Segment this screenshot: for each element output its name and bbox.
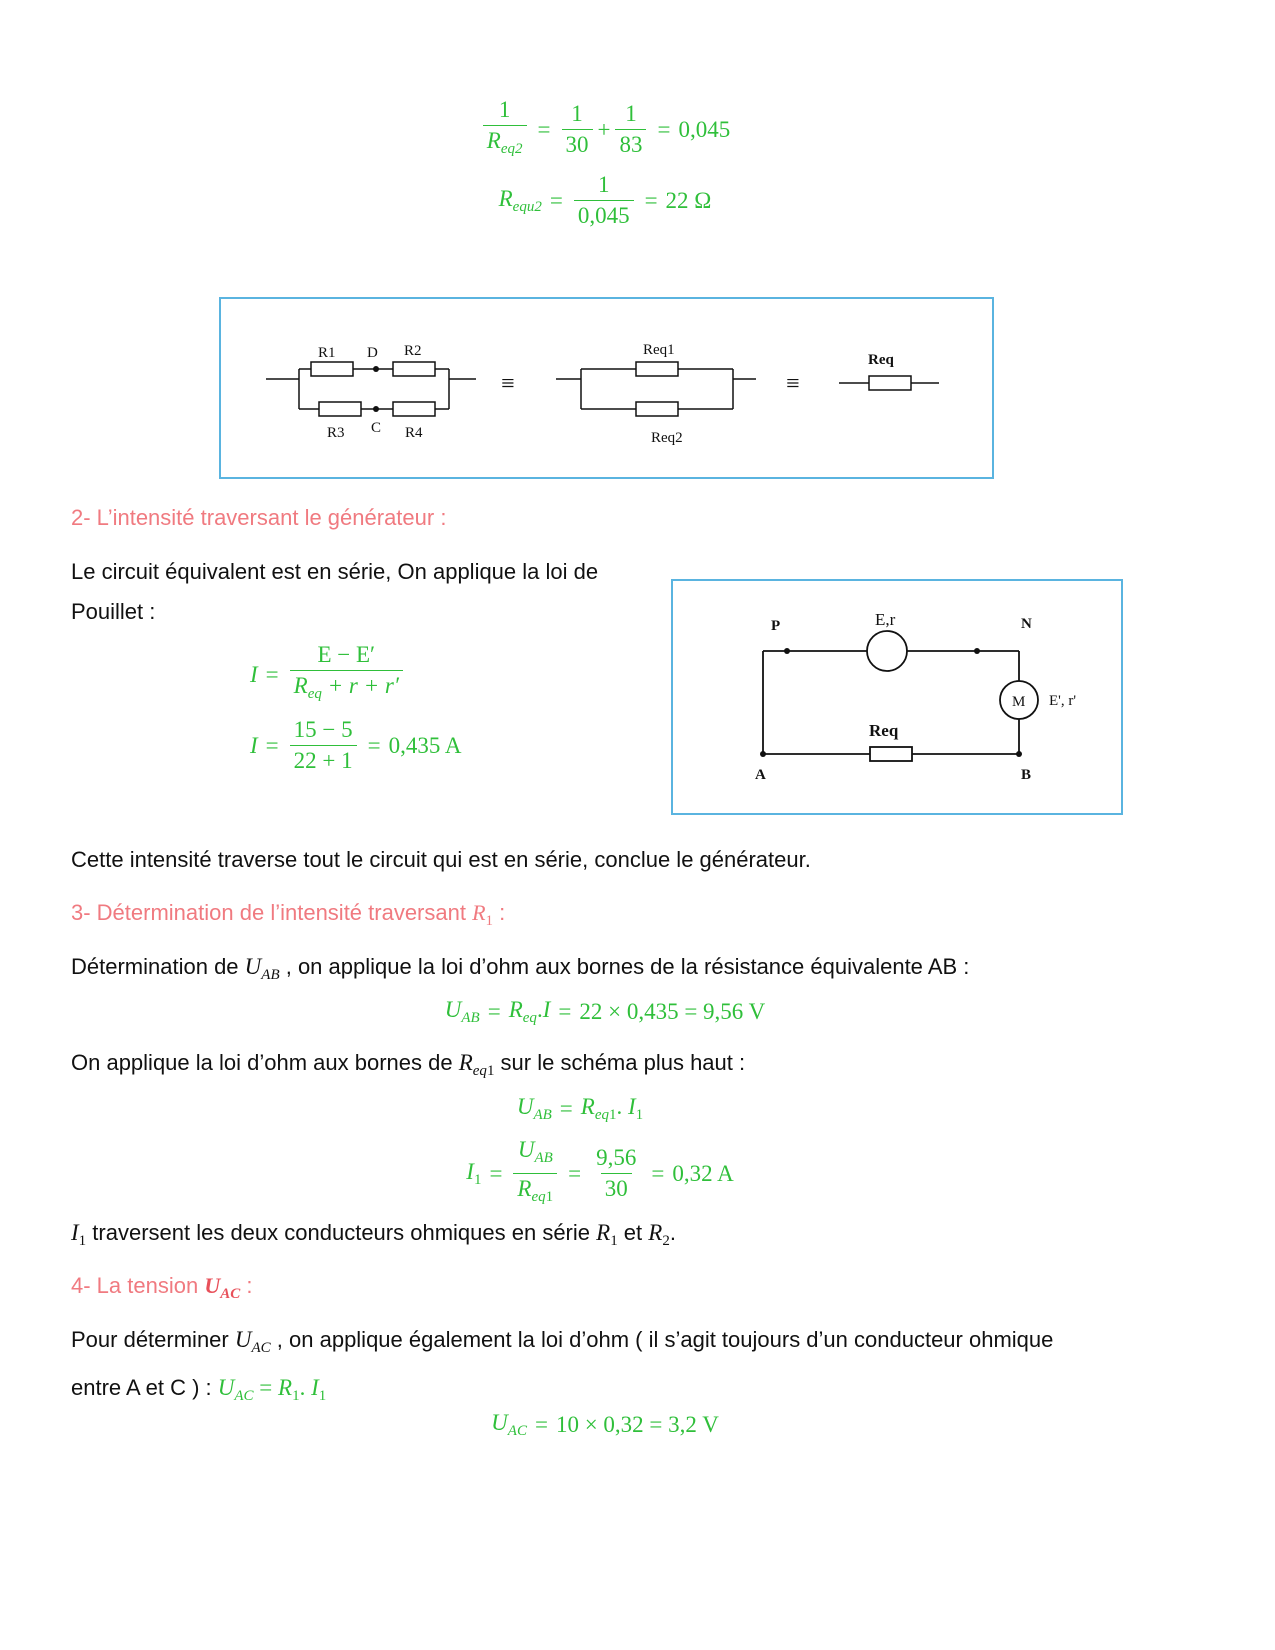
diagram-circuit [671, 579, 1123, 815]
uab-req1-formula: $U_{AB}$ = $R_{eq1}$. $I_1$ [516, 1094, 644, 1123]
resistor-req-circuit [870, 747, 912, 761]
section-2-conclusion: Cette intensité traverse tout le circuit qui est en série, conclue le générateur. [71, 847, 811, 872]
section-3-paragraph-2: On applique la loi d’ohm aux bornes de $R_{eq1}$ sur le schéma plus haut : [71, 1050, 746, 1079]
section-3-paragraph-1: Détermination de $U_{AB}$ , on applique la loi d’ohm aux bornes de la résistance équivalente AB : [71, 954, 970, 983]
label-req1: Req1 [643, 342, 675, 358]
node-c [373, 406, 379, 412]
resistor-req1 [636, 362, 678, 376]
label-n: N [1021, 616, 1032, 632]
section-3-heading: 3- Détermination de l’intensité traversant $R_1$ : [71, 900, 506, 929]
circuit-svg [673, 581, 1121, 813]
label-motor: M [1012, 694, 1026, 710]
label-d: D [367, 345, 378, 361]
resistor-req2 [636, 402, 678, 416]
label-r1: R1 [318, 345, 336, 361]
eq2-result: 22 Ω [665, 187, 712, 213]
section-2-heading: 2- L’intensité traversant le générateur : [71, 505, 447, 530]
label-a: A [755, 767, 766, 783]
label-b: B [1021, 767, 1032, 783]
resistor-r3 [319, 402, 361, 416]
resistor-r1 [311, 362, 353, 376]
equiv-sign-2: ≡ [786, 371, 800, 397]
resistor-r2 [393, 362, 435, 376]
diagram-resistor-reduction [219, 297, 994, 479]
section-4-paragraph: Pour déterminer $U_{AC}$ , on applique également la loi d’ohm ( il s’agit toujours d’un conducteur ohmique entre A et C ) : $U_{AC} = R_1$. $I_1$ [71, 1327, 1054, 1404]
label-req: Req [868, 352, 894, 368]
label-er: E,r [875, 610, 896, 629]
section-4-heading: 4- La tension $U_{AC}$ : [71, 1273, 253, 1302]
pouillet-formula: I = $\frac{E - E'}{R_{eq} + r + r'}$ [250, 640, 470, 709]
section-2-paragraph: Le circuit équivalent est en série, On applique la loi de Pouillet : [71, 559, 599, 624]
equation-req2-inverse: $\frac{1}{R_{eq2}}$ = $\frac{1}{30}$ + $\frac{1}{83}$ = 0,045 [380, 95, 830, 164]
resistor-r4 [393, 402, 435, 416]
resistor-network-svg [221, 299, 992, 477]
section-3-paragraph-3: $I_1$ traversent les deux conducteurs ohmiques en série $R_1$ et $R_2$. [71, 1220, 676, 1249]
label-r3: R3 [327, 425, 345, 441]
label-p: P [771, 618, 781, 634]
equiv-sign-1: ≡ [501, 371, 515, 397]
i1-calculation: $I_1$ = $\frac{U_{AB}}{R_{eq1}}$ = $\frac{9,56}{30}$ = 0,32 A [380, 1135, 820, 1212]
node-d [373, 366, 379, 372]
i1-result: 0,32 A [672, 1160, 734, 1186]
uac-calculation: $U_{AC}$ = 10 × 0,32 = 3,2 V [491, 1410, 719, 1439]
current-result: 0,435 A [388, 732, 462, 758]
label-r4: R4 [405, 425, 423, 441]
label-c: C [371, 420, 382, 436]
resistor-req [869, 376, 911, 390]
label-er-prime: E', r' [1049, 693, 1077, 709]
label-req-circuit: Req [869, 721, 899, 740]
uab-calculation: $U_{AB}$ = $R_{eq}.I$ = 22 × 0,435 = 9,56 V [444, 997, 766, 1026]
eq1-result: 0,045 [678, 116, 731, 142]
generator-symbol [867, 631, 907, 671]
equation-req2-value: $R_{equ2}$ = $\frac{1}{0,045}$ = 22 Ω [380, 170, 830, 231]
label-r2: R2 [404, 343, 422, 359]
pouillet-calculation: I = $\frac{15 - 5}{22 + 1}$ = 0,435 A [250, 715, 490, 776]
label-req2: Req2 [651, 430, 683, 446]
